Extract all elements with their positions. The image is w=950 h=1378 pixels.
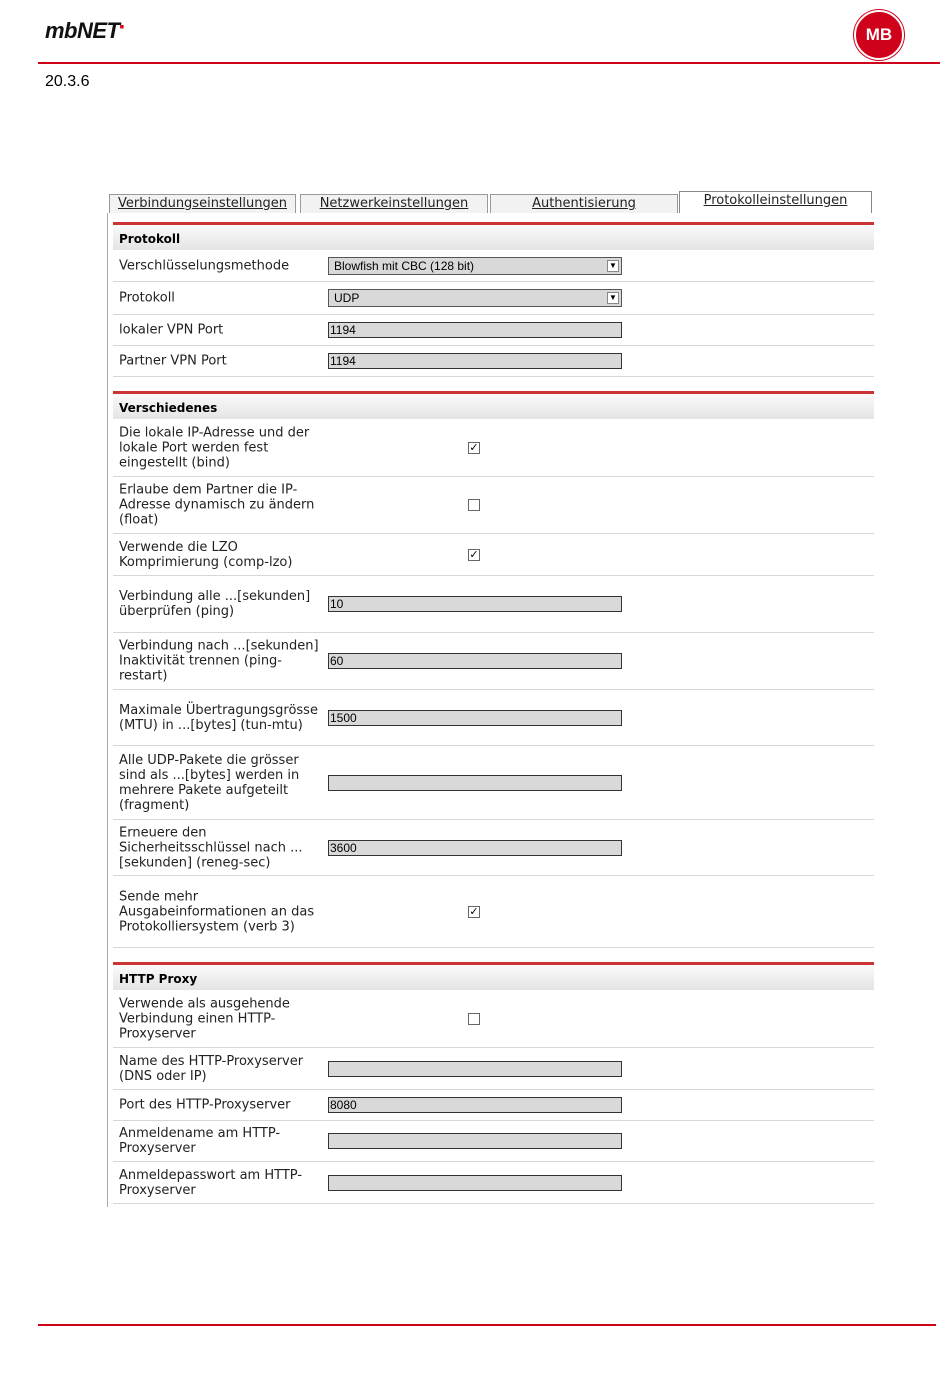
row-proxy-username xyxy=(113,1121,874,1162)
row-label: Maximale Übertragungsgrösse (MTU) in ...[bytes] (tun-mtu) xyxy=(119,702,318,733)
tab-protokolleinstellungen[interactable]: Protokolleinstellungen xyxy=(679,191,872,213)
row-comp-lzo xyxy=(113,534,874,576)
tab-netzwerkeinstellungen[interactable]: Netzwerkeinstellungen xyxy=(300,194,488,213)
proxy-password-input[interactable] xyxy=(328,1175,622,1191)
panel-left-border xyxy=(107,213,108,1207)
row-label: Alle UDP-Pakete die grösser sind als ...[bytes] werden in mehrere Pakete aufgeteilt (fragment) xyxy=(119,752,300,813)
row-label: Verbindung nach ...[sekunden] Inaktivität trennen (ping-restart) xyxy=(119,638,319,684)
float-checkbox[interactable] xyxy=(468,499,480,511)
row-label: Erneuere den Sicherheitsschlüssel nach ...[sekunden] (reneg-sec) xyxy=(119,825,303,870)
partner-vpn-port-input[interactable]: 1194 xyxy=(328,353,622,369)
proxy-username-input[interactable] xyxy=(328,1133,622,1149)
row-use-proxy xyxy=(113,990,874,1048)
row-partner-vpn-port xyxy=(113,346,874,377)
section-header-protokoll: Protokoll xyxy=(113,222,874,250)
row-bind xyxy=(113,419,874,477)
encryption-method-select[interactable] xyxy=(328,257,622,275)
tab-verbindungseinstellungen[interactable]: Verbindungseinstellungen xyxy=(109,194,296,213)
chevron-down-icon: ▼ xyxy=(607,292,619,304)
row-label: Sende mehr Ausgabeinformationen an das Protokolliersystem (verb 3) xyxy=(119,889,315,934)
chevron-down-icon: ▼ xyxy=(607,260,619,272)
row-label: Partner VPN Port xyxy=(119,353,227,369)
row-label: Verschlüsselungsmethode xyxy=(119,258,290,273)
section-header-http-proxy: HTTP Proxy xyxy=(113,962,874,990)
row-label: Verbindung alle ...[sekunden] überprüfen (ping) xyxy=(119,589,311,619)
proxy-name-input[interactable] xyxy=(328,1061,622,1077)
row-proxy-name xyxy=(113,1048,874,1090)
logo-tick-icon: ▪ xyxy=(119,18,124,34)
row-ping-restart xyxy=(113,633,874,690)
fragment-input[interactable] xyxy=(328,775,622,791)
row-label: Erlaube dem Partner die IP-Adresse dynamisch zu ändern (float) xyxy=(119,482,315,528)
ping-input[interactable]: 10 xyxy=(328,596,622,612)
row-encryption-method xyxy=(113,250,874,282)
tab-bar xyxy=(107,191,874,213)
protocol-select[interactable] xyxy=(328,289,622,307)
row-ping xyxy=(113,576,874,633)
mbnet-logo xyxy=(45,18,124,44)
row-label: Verwende als ausgehende Verbindung einen HTTP-Proxyserver xyxy=(119,996,290,1041)
settings-panel xyxy=(107,191,874,1207)
row-proxy-password xyxy=(113,1162,874,1204)
row-label: Anmeldepasswort am HTTP-Proxyserver xyxy=(119,1167,303,1198)
tab-authentisierung[interactable]: Authentisierung xyxy=(490,194,678,213)
row-reneg-sec xyxy=(113,820,874,876)
ping-restart-input[interactable]: 60 xyxy=(328,653,622,669)
header-rule xyxy=(38,62,940,64)
row-fragment xyxy=(113,746,874,820)
logo-text: mbNET xyxy=(45,18,120,43)
tun-mtu-input[interactable]: 1500 xyxy=(328,710,622,726)
row-label: Name des HTTP-Proxyserver (DNS oder IP) xyxy=(119,1053,304,1084)
proxy-port-input[interactable]: 8080 xyxy=(328,1097,622,1113)
row-label: Verwende die LZO Komprimierung (comp-lzo) xyxy=(119,539,293,570)
row-label: lokaler VPN Port xyxy=(119,322,224,338)
row-label: Die lokale IP-Adresse und der lokale Port werden fest eingestellt (bind) xyxy=(119,425,310,470)
row-float xyxy=(113,477,874,534)
select-value: UDP xyxy=(334,291,360,305)
section-header-verschiedenes: Verschiedenes xyxy=(113,391,874,419)
row-label: Protokoll xyxy=(119,290,175,306)
section-number: 20.3.6 xyxy=(45,73,90,90)
row-tun-mtu xyxy=(113,690,874,746)
footer-rule xyxy=(38,1324,936,1326)
reneg-sec-input[interactable]: 3600 xyxy=(328,840,622,856)
use-proxy-checkbox[interactable] xyxy=(468,1013,480,1025)
mb-badge-logo: MB xyxy=(854,10,904,60)
row-protocol xyxy=(113,282,874,315)
select-value: Blowfish mit CBC (128 bit) xyxy=(334,258,475,273)
row-label: Port des HTTP-Proxyserver xyxy=(119,1097,291,1113)
comp-lzo-checkbox[interactable]: ✓ xyxy=(469,547,479,561)
row-verb xyxy=(113,876,874,948)
local-vpn-port-input[interactable]: 1194 xyxy=(328,322,622,338)
bind-checkbox[interactable]: ✓ xyxy=(469,440,479,454)
row-label: Anmeldename am HTTP-Proxyserver xyxy=(119,1126,281,1156)
row-local-vpn-port xyxy=(113,315,874,346)
row-proxy-port xyxy=(113,1090,874,1121)
verb-checkbox[interactable]: ✓ xyxy=(469,904,479,918)
